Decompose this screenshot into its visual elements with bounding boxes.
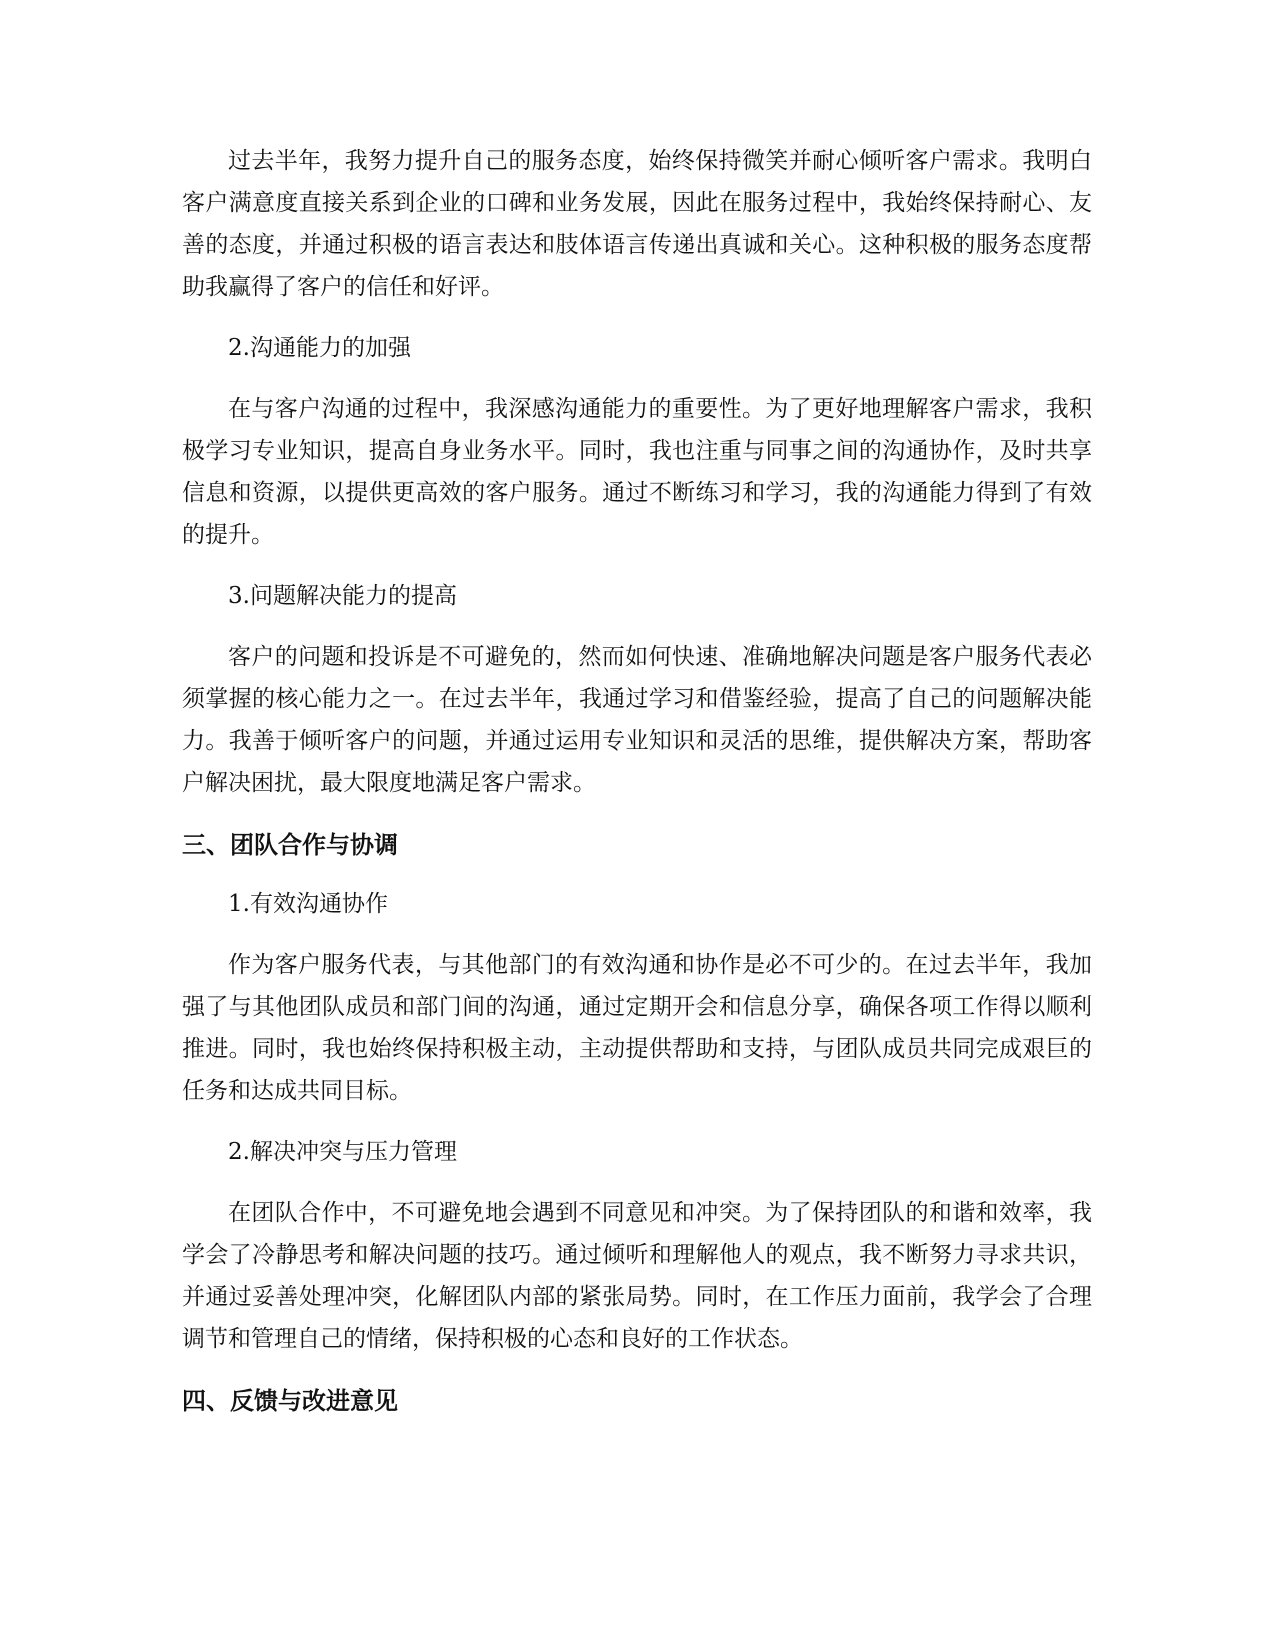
section-heading-teamwork: 三、团队合作与协调 [182,831,398,859]
paragraph-conflict-stress: 在团队合作中，不可避免地会遇到不同意见和冲突。为了保持团队的和谐和效率，我学会了冷静思考和解决问题的技巧。通过倾听和理解他人的观点，我不断努力寻求共识，并通过妥善处理冲突，化解团队内部的紧张局势。同时，在工作压力面前，我学会了合理调节和管理自己的情绪，保持积极的心态和良好的工作状态。 [182,1200,1092,1352]
section-heading-feedback: 四、反馈与改进意见 [182,1387,398,1415]
paragraph-effective-collaboration: 作为客户服务代表，与其他部门的有效沟通和协作是必不可少的。在过去半年，我加强了与其他团队成员和部门间的沟通，通过定期开会和信息分享，确保各项工作得以顺利推进。同时，我也始终保持积极主动，主动提供帮助和支持，与团队成员共同完成艰巨的任务和达成共同目标。 [182,952,1092,1104]
subheading-communication: 2.沟通能力的加强 [228,335,411,361]
paragraph-problem-solving: 客户的问题和投诉是不可避免的，然而如何快速、准确地解决问题是客户服务代表必须掌握的核心能力之一。在过去半年，我通过学习和借鉴经验，提高了自己的问题解决能力。我善于倾听客户的问题，并通过运用专业知识和灵活的思维，提供解决方案，帮助客户解决困扰，最大限度地满足客户需求。 [182,644,1092,796]
paragraph-communication: 在与客户沟通的过程中，我深感沟通能力的重要性。为了更好地理解客户需求，我积极学习专业知识，提高自身业务水平。同时，我也注重与同事之间的沟通协作，及时共享信息和资源，以提供更高效的客户服务。通过不断练习和学习，我的沟通能力得到了有效的提升。 [182,396,1092,548]
paragraph-service-attitude: 过去半年，我努力提升自己的服务态度，始终保持微笑并耐心倾听客户需求。我明白客户满意度直接关系到企业的口碑和业务发展，因此在服务过程中，我始终保持耐心、友善的态度，并通过积极的语言表达和肢体语言传递出真诚和关心。这种积极的服务态度帮助我赢得了客户的信任和好评。 [182,148,1092,300]
subheading-effective-collaboration: 1.有效沟通协作 [228,891,388,917]
subheading-conflict-stress: 2.解决冲突与压力管理 [228,1139,457,1165]
document-body [182,140,1092,1439]
subheading-problem-solving: 3.问题解决能力的提高 [228,583,457,609]
